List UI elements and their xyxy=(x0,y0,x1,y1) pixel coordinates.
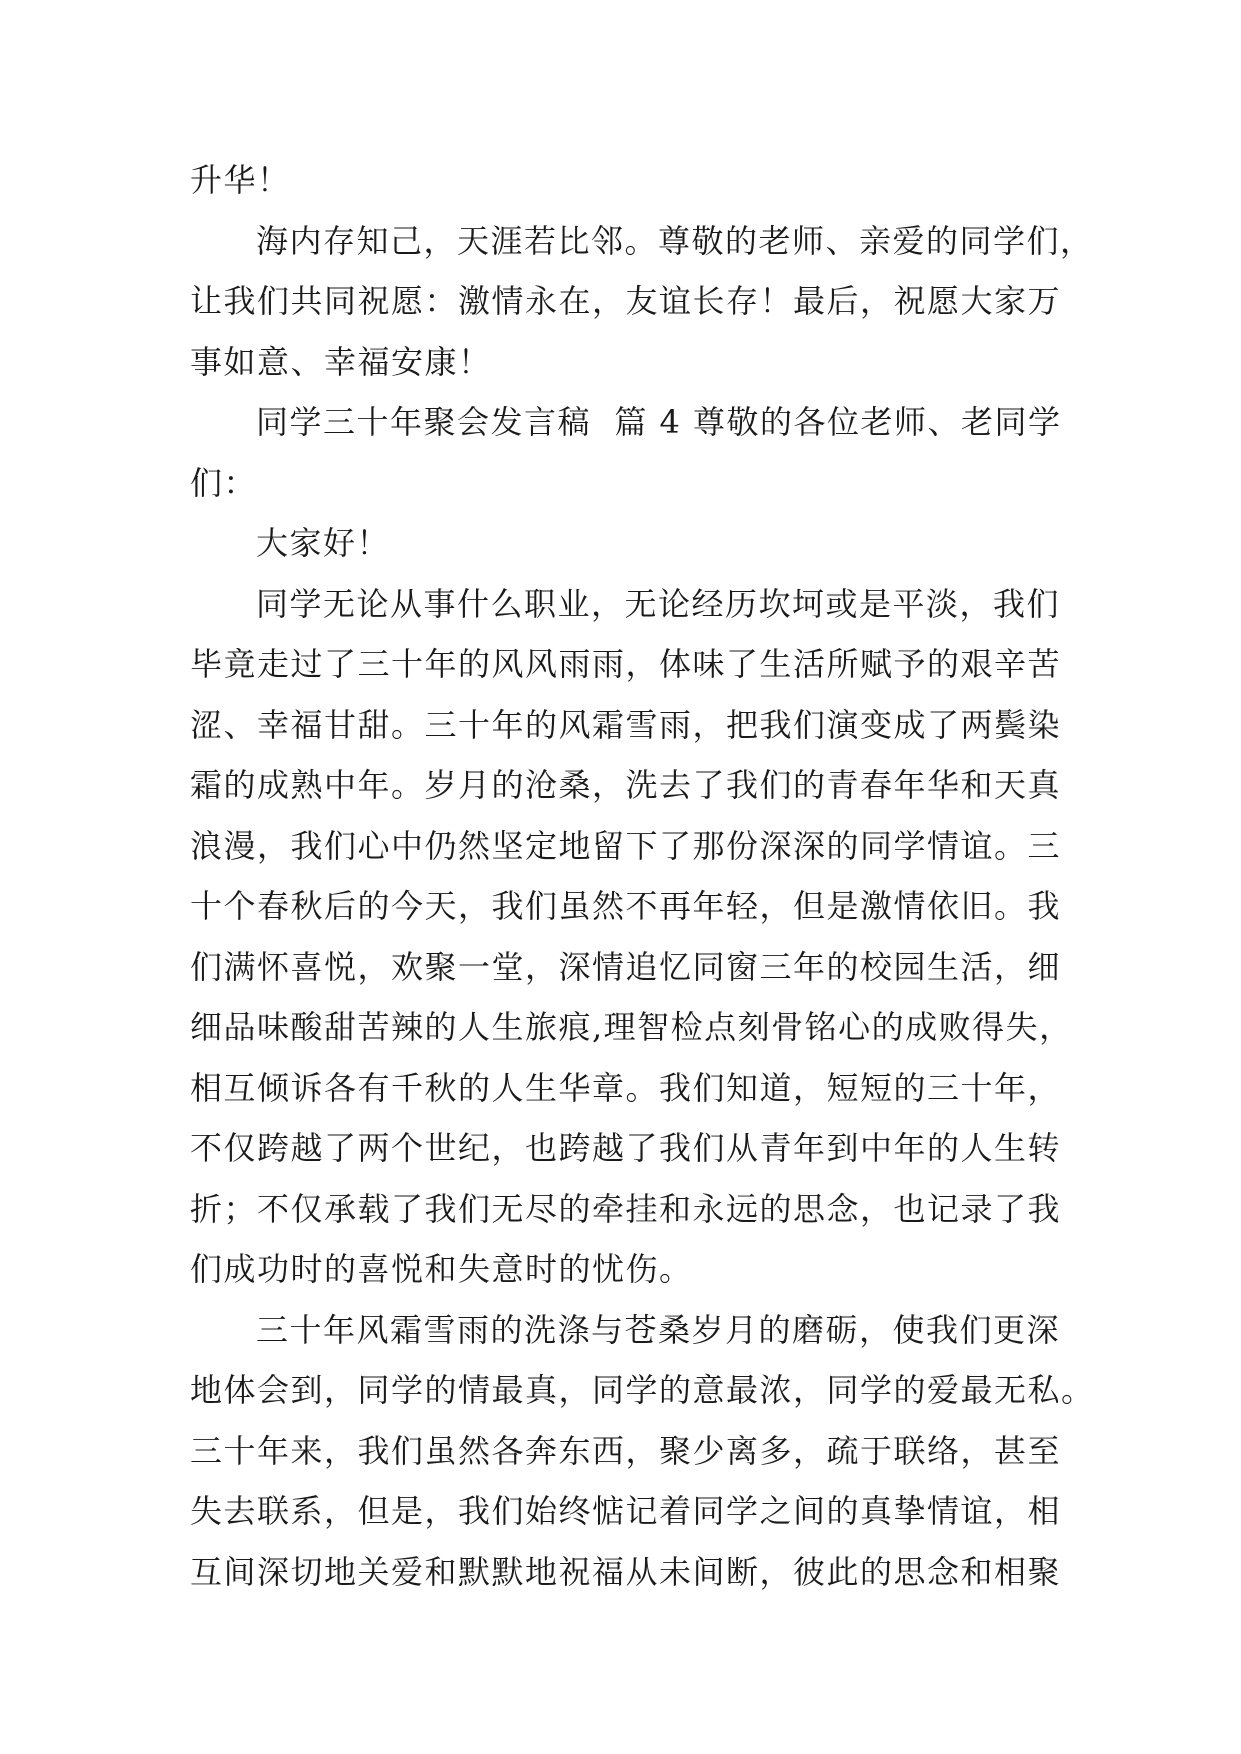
text-line: 涩、幸福甘甜。三十年的风霜雪雨，把我们演变成了两鬓染 xyxy=(190,705,1062,744)
text-line: 十个春秋后的今天，我们虽然不再年轻，但是激情依旧。我 xyxy=(190,887,1062,925)
text-line: 细品味酸甜苦辣的人生旅痕,理智检点刻骨铭心的成败得失， xyxy=(190,1008,1073,1046)
text-line: 三十年来，我们虽然各奔东西，聚少离多，疏于联络，甚至 xyxy=(190,1431,1062,1470)
text-line: 三十年风霜雪雨的洗涤与苍桑岁月的磨砺，使我们更深 xyxy=(256,1310,1061,1349)
text-line: 们： xyxy=(190,463,258,502)
document-body xyxy=(190,150,1095,1602)
text-line: 失去联系，但是，我们始终惦记着同学之间的真挚情谊，相 xyxy=(190,1492,1062,1530)
text-line: 海内存知己，天涯若比邻。尊敬的老师、亲爱的同学们， xyxy=(256,221,1094,260)
text-line: 折；不仅承载了我们无尽的牵挂和永远的思念，也记录了我 xyxy=(190,1189,1062,1228)
text-line: 互间深切地关爱和默默地祝福从未间断，彼此的思念和相聚 xyxy=(190,1552,1062,1591)
text-line: 相互倾诉各有千秋的人生华章。我们知道，短短的三十年， xyxy=(190,1068,1062,1107)
text-line: 们成功时的喜悦和失意时的忧伤。 xyxy=(190,1250,693,1288)
text-line: 不仅跨越了两个世纪，也跨越了我们从青年到中年的人生转 xyxy=(190,1129,1062,1167)
text-line: 大家好！ xyxy=(256,524,391,562)
text-line: 霜的成熟中年。岁月的沧桑，洗去了我们的青春年华和天真 xyxy=(190,766,1062,804)
text-line: 毕竟走过了三十年的风风雨雨，体味了生活所赋予的艰辛苦 xyxy=(190,645,1062,683)
text-line: 升华！ xyxy=(190,161,291,199)
text-line: 让我们共同祝愿：激情永在，友谊长存！最后，祝愿大家万 xyxy=(190,282,1062,320)
text-line: 们满怀喜悦，欢聚一堂，深情追忆同窗三年的校园生活，细 xyxy=(190,947,1062,986)
text-line: 同学三十年聚会发言稿 篇 4 尊敬的各位老师、老同学 xyxy=(256,403,1062,441)
text-line: 地体会到，同学的情最真，同学的意最浓，同学的爱最无私。 xyxy=(190,1371,1095,1409)
text-line: 事如意、幸福安康！ xyxy=(190,342,492,381)
text-line: 同学无论从事什么职业，无论经历坎坷或是平淡，我们 xyxy=(256,584,1061,623)
text-line: 浪漫，我们心中仍然坚定地留下了那份深深的同学情谊。三 xyxy=(190,826,1062,865)
